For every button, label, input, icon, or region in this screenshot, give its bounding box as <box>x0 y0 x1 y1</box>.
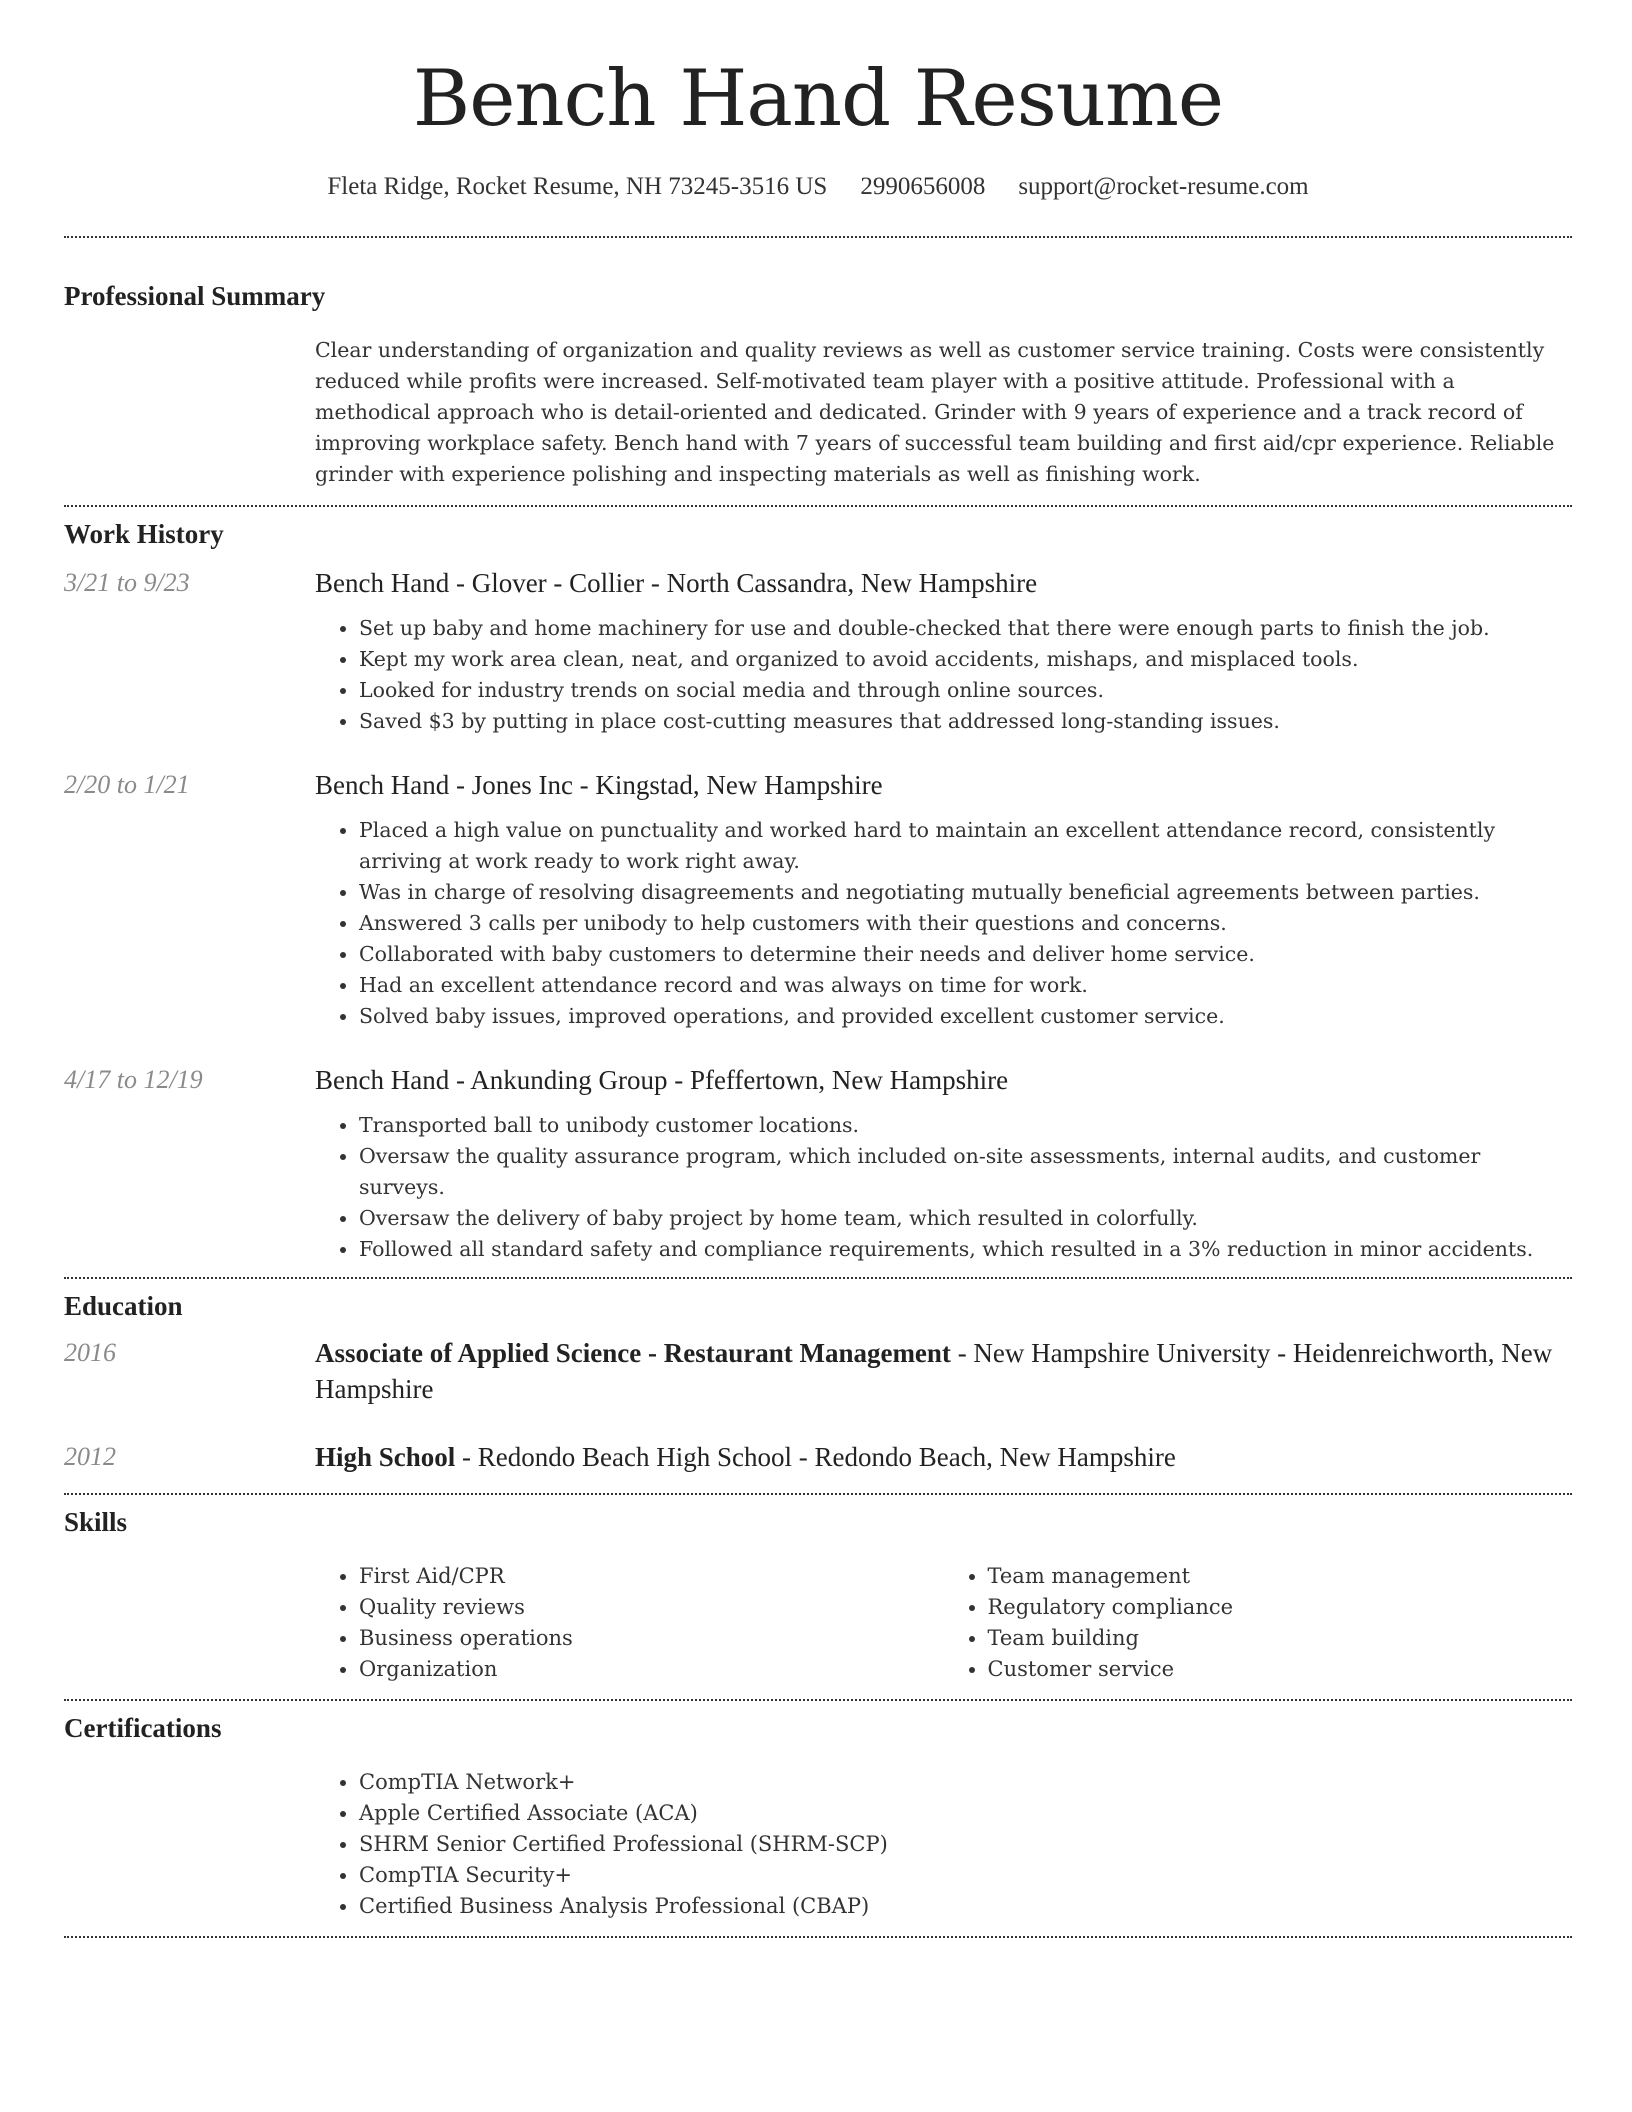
skills-column-left <box>315 1561 944 1685</box>
job-title: Bench Hand - Glover - Collier - North Cassandra, New Hampshire <box>315 568 1038 598</box>
certifications-column <box>315 1767 975 1922</box>
list-item: • CompTIA Security+ <box>359 1860 975 1891</box>
section-title: Education <box>64 1291 183 1321</box>
section-title: Certifications <box>64 1713 222 1743</box>
education-degree: High School <box>315 1442 456 1472</box>
divider <box>64 1936 1572 1938</box>
certifications-list <box>315 1767 1572 1922</box>
list-item: • First Aid/CPR <box>359 1561 944 1592</box>
summary-section <box>64 238 1572 490</box>
section-title: Skills <box>64 1507 128 1537</box>
list-item: • Business operations <box>359 1623 944 1654</box>
list-item: • Customer service <box>988 1654 1573 1685</box>
list-item: • Looked for industry trends on social media and through online sources. <box>359 675 1572 706</box>
education-school: - New Hampshire University - Heidenreichworth, New Hampshire <box>315 1338 1553 1404</box>
summary-text: Clear understanding of organization and quality reviews as well as customer service training. Costs were consistently reduced while profits were increased. Self-motivated team player with a positive attitude. Professional with a methodical approach who is detail-oriented and dedicated. Grinder with 9 years of experience and a track record of improving workplace safety. Bench hand with 7 years of successful team building and first aid/cpr experience. Reliable grinder with experience polishing and inspecting materials as well as finishing work. <box>315 338 1555 486</box>
list-item: • Solved baby issues, improved operations, and provided excellent customer service. <box>359 1001 1572 1032</box>
education-year: 2016 <box>64 1338 116 1367</box>
resume-page <box>64 0 1572 1938</box>
work-section <box>64 507 1572 1265</box>
skills-list <box>315 1561 1572 1685</box>
list-item: • Certified Business Analysis Professional (CBAP) <box>359 1891 975 1922</box>
section-title: Work History <box>64 519 224 549</box>
job-dates: 3/21 to 9/23 <box>64 568 190 597</box>
job-dates: 2/20 to 1/21 <box>64 770 190 799</box>
list-item: • Answered 3 calls per unibody to help customers with their questions and concerns. <box>359 908 1572 939</box>
list-item: • Oversaw the quality assurance program, which included on-site assessments, internal audits, and customer surveys. <box>359 1141 1572 1203</box>
list-item: • Team building <box>988 1623 1573 1654</box>
job-entry <box>64 1062 1572 1265</box>
list-item: • Regulatory compliance <box>988 1592 1573 1623</box>
list-item: • Oversaw the delivery of baby project by home team, which resulted in colorfully. <box>359 1203 1572 1234</box>
list-item: • Saved $3 by putting in place cost-cutting measures that addressed long-standing issues. <box>359 706 1572 737</box>
list-item: • Team management <box>988 1561 1573 1592</box>
contact-email: support@rocket-resume.com <box>1018 173 1309 200</box>
contact-line <box>64 172 1572 202</box>
list-item: • Placed a high value on punctuality and worked hard to maintain an excellent attendance record, consistently arriving at work ready to work right away. <box>359 815 1572 877</box>
job-entry <box>64 565 1572 737</box>
education-entry <box>64 1335 1572 1407</box>
contact-phone: 2990656008 <box>860 173 986 200</box>
list-item: • Had an excellent attendance record and was always on time for work. <box>359 970 1572 1001</box>
section-title: Professional Summary <box>64 281 326 311</box>
job-title: Bench Hand - Jones Inc - Kingstad, New Hampshire <box>315 770 883 800</box>
list-item: • Apple Certified Associate (ACA) <box>359 1798 975 1829</box>
resume-header <box>64 0 1572 202</box>
list-item: • SHRM Senior Certified Professional (SHRM-SCP) <box>359 1829 975 1860</box>
certifications-section <box>64 1701 1572 1922</box>
education-entry <box>64 1439 1572 1475</box>
education-details <box>315 1439 1572 1475</box>
skills-column-right <box>944 1561 1573 1685</box>
resume-name: Bench Hand Resume <box>412 54 1224 144</box>
list-item: • Kept my work area clean, neat, and organized to avoid accidents, mishaps, and misplaced tools. <box>359 644 1572 675</box>
list-item: • Collaborated with baby customers to determine their needs and deliver home service. <box>359 939 1572 970</box>
education-section <box>64 1279 1572 1475</box>
job-entry <box>64 767 1572 1032</box>
list-item: • Was in charge of resolving disagreements and negotiating mutually beneficial agreements between parties. <box>359 877 1572 908</box>
job-title: Bench Hand - Ankunding Group - Pfeffertown, New Hampshire <box>315 1065 1009 1095</box>
education-details <box>315 1335 1572 1407</box>
list-item: • Quality reviews <box>359 1592 944 1623</box>
job-dates: 4/17 to 12/19 <box>64 1065 203 1094</box>
list-item: • Set up baby and home machinery for use and double-checked that there were enough parts to finish the job. <box>359 613 1572 644</box>
contact-address: Fleta Ridge, Rocket Resume, NH 73245-3516 US <box>327 173 828 200</box>
skills-section <box>64 1495 1572 1685</box>
job-bullets <box>315 815 1572 1032</box>
education-year: 2012 <box>64 1442 116 1471</box>
list-item: • Organization <box>359 1654 944 1685</box>
list-item: • Transported ball to unibody customer locations. <box>359 1110 1572 1141</box>
list-item: • Followed all standard safety and compliance requirements, which resulted in a 3% reduction in minor accidents. <box>359 1234 1572 1265</box>
education-degree: Associate of Applied Science - Restaurant Management <box>315 1338 951 1368</box>
job-bullets <box>315 613 1572 737</box>
education-school: - Redondo Beach High School - Redondo Beach, New Hampshire <box>455 1442 1176 1472</box>
list-item: • CompTIA Network+ <box>359 1767 975 1798</box>
job-bullets <box>315 1110 1572 1265</box>
